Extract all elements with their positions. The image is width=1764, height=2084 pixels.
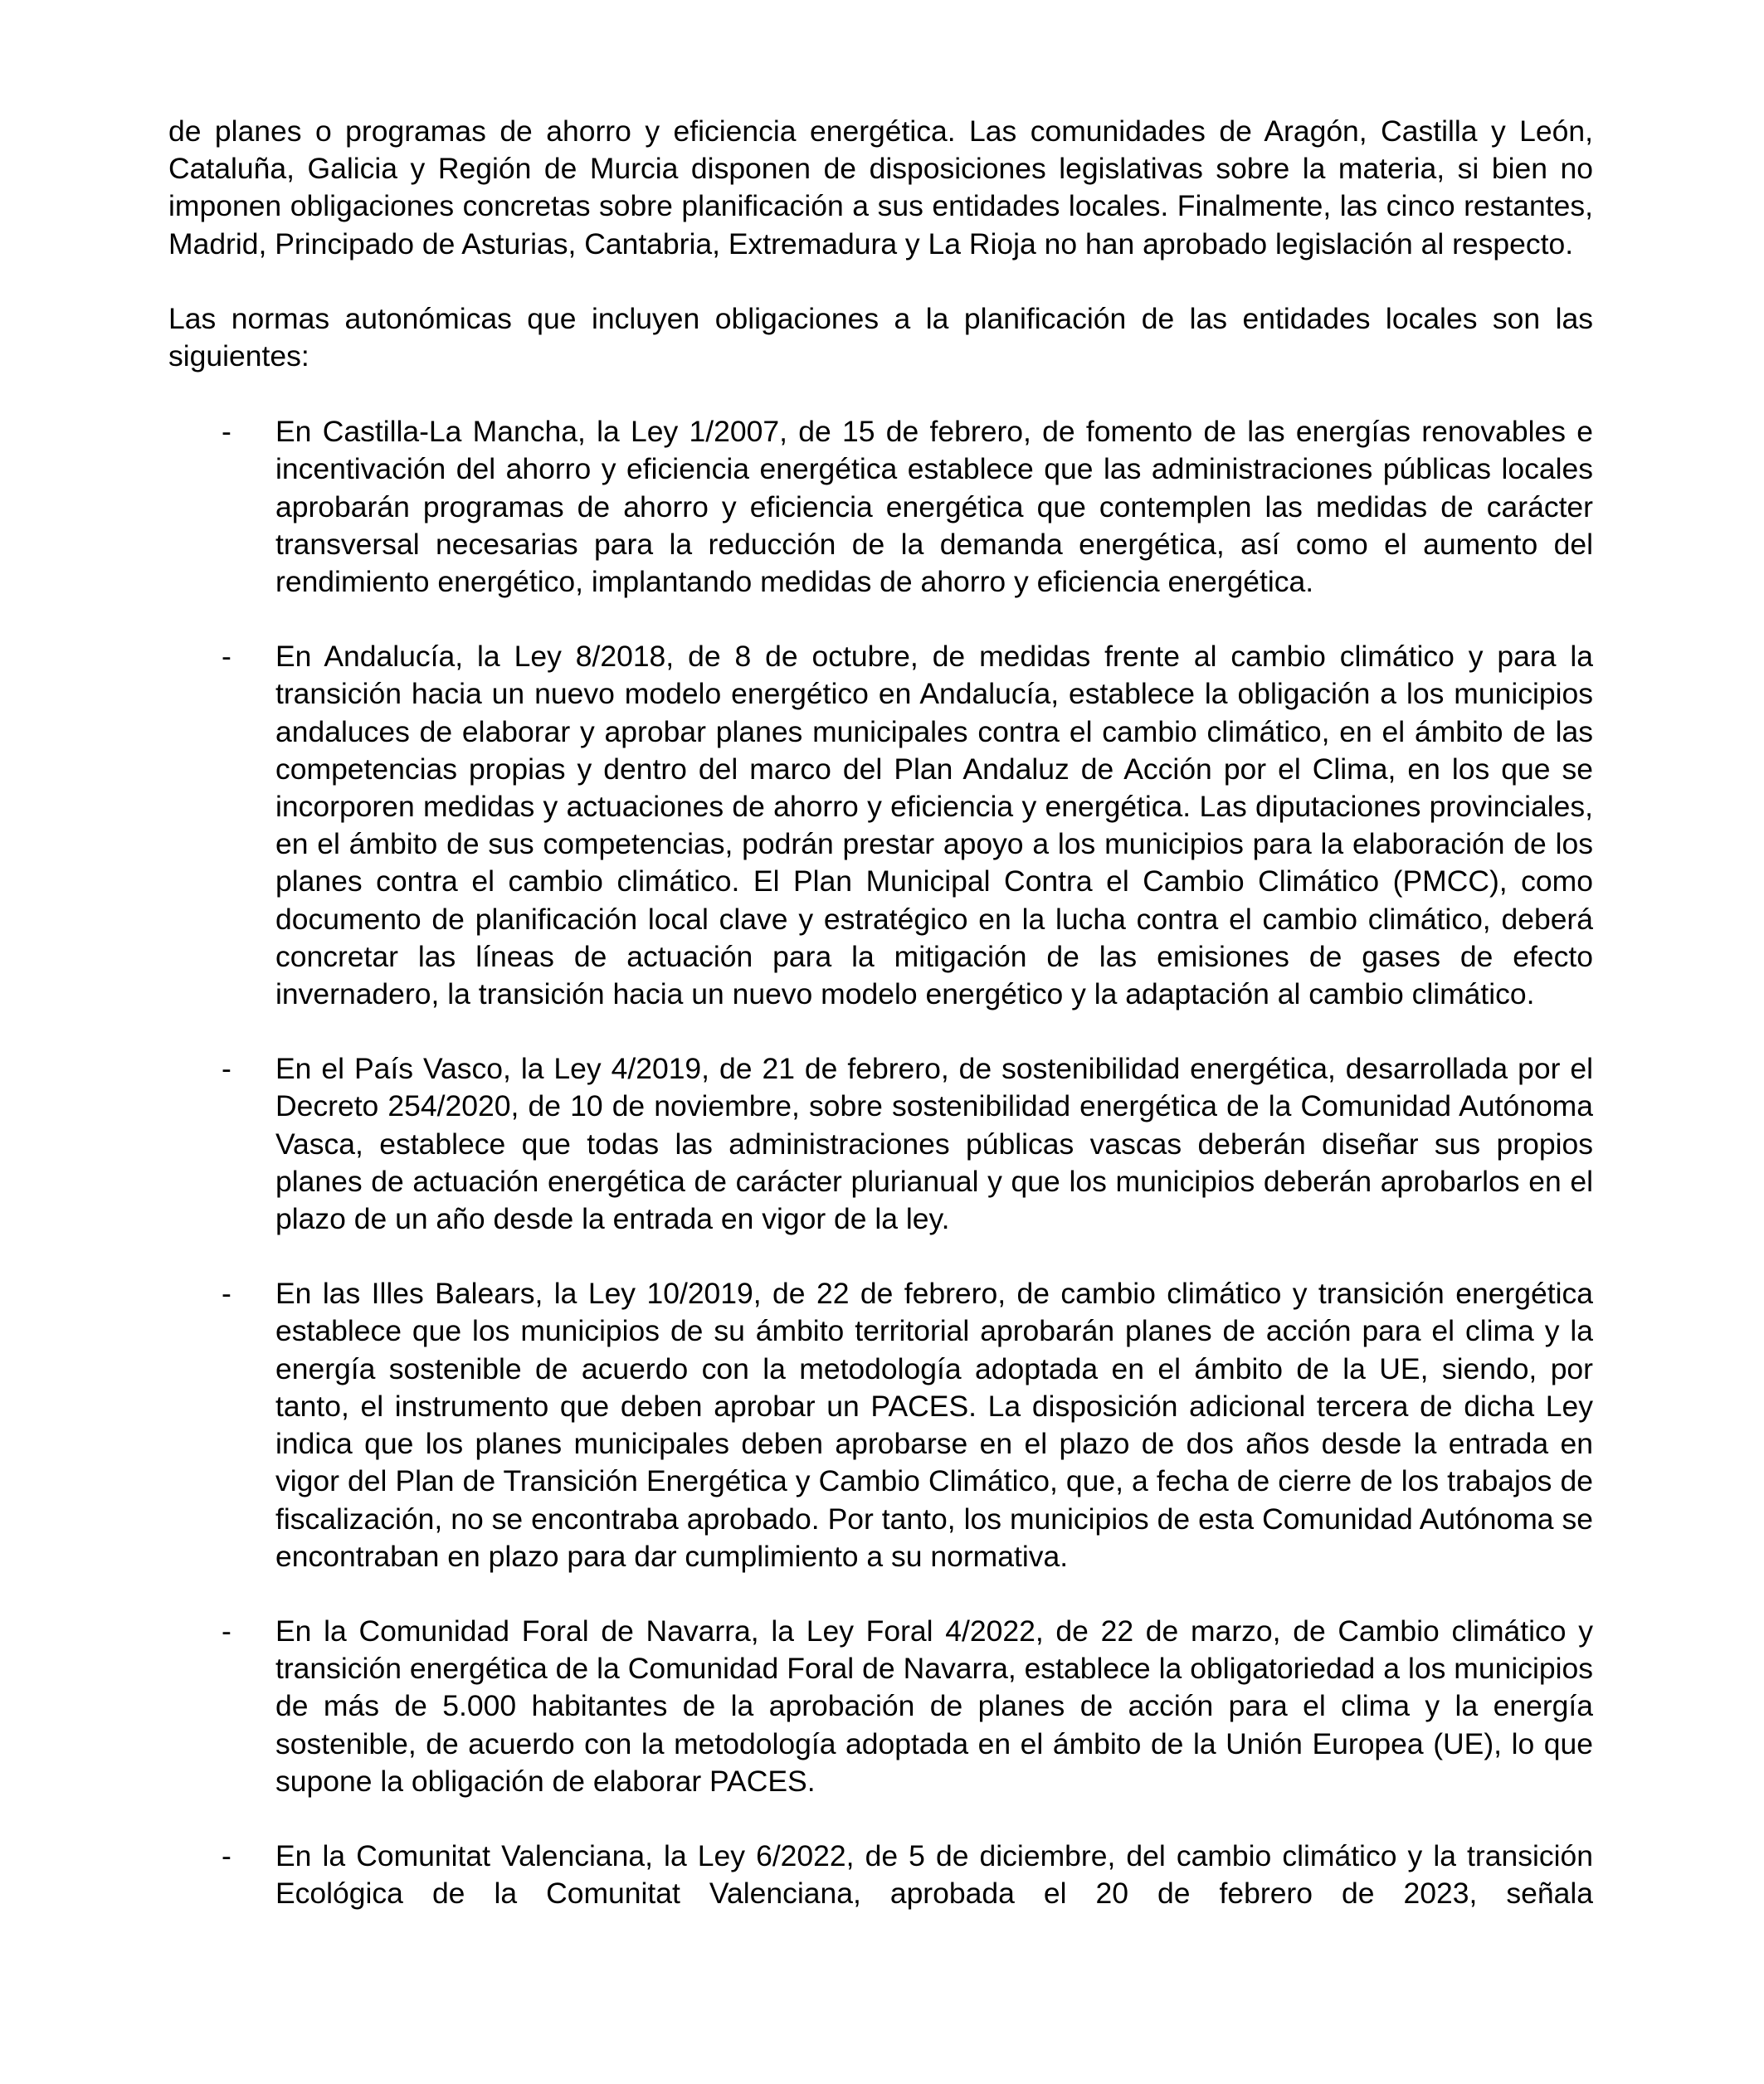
list-item-comunitat-valenciana (168, 1838, 1593, 1912)
regional-norms-list (168, 413, 1593, 1912)
dash-bullet-icon: - (222, 1614, 231, 1648)
list-item-text: En Andalucía, la Ley 8/2018, de 8 de octubre, de medidas frente al cambio climático y para la transición hacia un nuevo modelo energético en Andalucía, establece la obligación a los municipios andaluces de elaborar y aprobar planes municipales contra el cambio climático, en el ámbito de las competencias propias y dentro del marco del Plan Andaluz de Acción por el Clima, en los que se incorporen medidas y actuaciones de ahorro y eficiencia y energética. Las diputaciones provinciales, en el ámbito de sus competencias, podrán prestar apoyo a los municipios para la elaboración de los planes contra el cambio climático. El Plan Municipal Contra el Cambio Climático (PMCC), como documento de planificación local clave y estratégico en la lucha contra el cambio climático, deberá concretar las líneas de actuación para la mitigación de las emisiones de gases de efecto invernadero, la transición hacia un nuevo modelo energético y la adaptación al cambio climático. (275, 640, 1593, 1011)
dash-bullet-icon: - (222, 1277, 231, 1311)
paragraph-regional-legislation-summary: de planes o programas de ahorro y eficiencia energética. Las comunidades de Aragón, Castilla y León, Cataluña, Galicia y Región de Murcia disponen de disposiciones legislativas sobre la materia, si bien no imponen obligaciones concretas sobre planificación a sus entidades locales. Finalmente, las cinco restantes, Madrid, Principado de Asturias, Cantabria, Extremadura y La Rioja no han aprobado legislación al respecto. (168, 114, 1593, 260)
list-item-castilla-la-mancha (168, 413, 1593, 601)
dash-bullet-icon: - (222, 640, 231, 674)
list-item-text: En el País Vasco, la Ley 4/2019, de 21 de febrero, de sostenibilidad energética, desarrollada por el Decreto 254/2020, de 10 de noviembre, sobre sostenibilidad energética de la Comunidad Autónoma Vasca, establece que todas las administraciones públicas vascas deberán diseñar sus propios planes de actuación energética de carácter plurianual y que los municipios deberán aprobarlos en el plazo de un año desde la entrada en vigor de la ley. (275, 1052, 1593, 1236)
document-page (168, 113, 1593, 1950)
list-item-text: En la Comunidad Foral de Navarra, la Ley Foral 4/2022, de 22 de marzo, de Cambio climático y transición energética de la Comunidad Foral de Navarra, establece la obligatoriedad a los municipios de más de 5.000 habitantes de la aprobación de planes de acción para el clima y la energía sostenible, de acuerdo con la metodología adoptada en el ámbito de la Unión Europea (UE), lo que supone la obligación de elaborar PACES. (275, 1614, 1593, 1798)
dash-bullet-icon: - (222, 1838, 231, 1872)
list-item-text: En la Comunitat Valenciana, la Ley 6/2022, de 5 de diciembre, del cambio climático y la transición Ecológica de la Comunitat Valenciana, aprobada el 20 de febrero de 2023, señala (275, 1838, 1593, 1911)
list-item-illes-balears (168, 1275, 1593, 1575)
dash-bullet-icon: - (222, 415, 231, 449)
list-item-text: En las Illes Balears, la Ley 10/2019, de 22 de febrero, de cambio climático y transición energética establece que los municipios de su ámbito territorial aprobarán planes de acción para el clima y la energía sostenible de acuerdo con la metodología adoptada en el ámbito de la UE, siendo, por tanto, el instrumento que deben aprobar un PACES. La disposición adicional tercera de dicha Ley indica que los planes municipales deben aprobarse en el plazo de dos años desde la entrada en vigor del Plan de Transición Energética y Cambio Climático, que, a fecha de cierre de los trabajos de fiscalización, no se encontraba aprobado. Por tanto, los municipios de esta Comunidad Autónoma se encontraban en plazo para dar cumplimiento a su normativa. (275, 1277, 1593, 1573)
paragraph-list-intro: Las normas autonómicas que incluyen obligaciones a la planificación de las entidades locales son las siguientes: (168, 301, 1593, 373)
dash-bullet-icon: - (222, 1052, 231, 1086)
list-item-andalucia (168, 638, 1593, 1013)
list-item-text: En Castilla-La Mancha, la Ley 1/2007, de 15 de febrero, de fomento de las energías renovables e incentivación del ahorro y eficiencia energética establece que las administraciones públicas locales aprobarán programas de ahorro y eficiencia energética que contemplen las medidas de carácter transversal necesarias para la reducción de la demanda energética, así como el aumento del rendimiento energético, implantando medidas de ahorro y eficiencia energética. (275, 415, 1593, 599)
list-item-navarra (168, 1613, 1593, 1800)
list-item-pais-vasco (168, 1050, 1593, 1238)
